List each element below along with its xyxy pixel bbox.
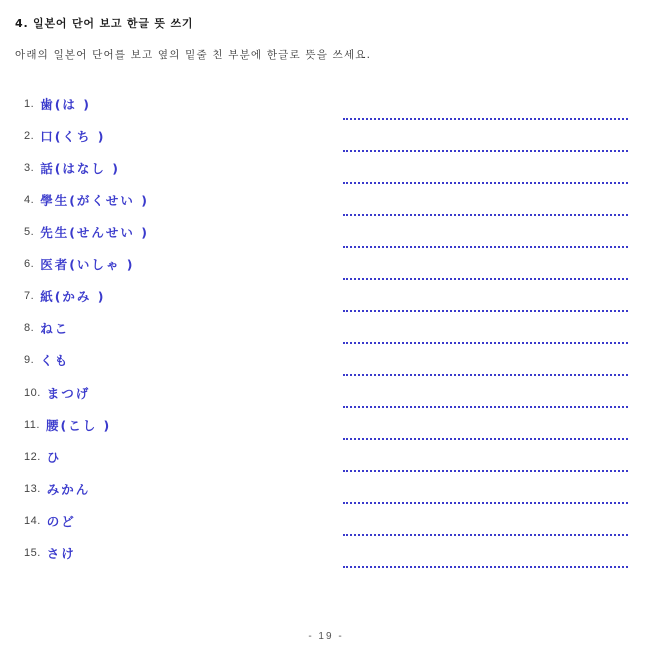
item-number: 8. [24,322,35,334]
exercise-item [24,190,149,210]
japanese-word: 學生(がくせい ) [40,193,149,208]
japanese-word: 口(くち ) [40,129,106,144]
item-number: 6. [24,258,35,270]
answer-blank[interactable] [343,438,628,440]
japanese-word: 先生(せんせい ) [40,225,149,240]
item-number: 13. [24,483,41,495]
section-heading: 4. 일본어 단어 보고 한글 뜻 쓰기 [15,17,194,30]
japanese-word: 話(はなし ) [40,161,120,176]
answer-blank[interactable] [343,150,628,152]
item-number: 5. [24,226,35,238]
exercise-item [24,126,105,146]
item-number: 9. [24,354,35,366]
answer-blank[interactable] [343,502,628,504]
japanese-word: ひ [46,450,62,465]
item-number: 14. [24,515,41,527]
answer-blank[interactable] [343,246,628,248]
item-number: 7. [24,290,35,302]
answer-blank[interactable] [343,470,628,472]
answer-blank[interactable] [343,406,628,408]
japanese-word: さけ [46,546,76,561]
answer-blank[interactable] [343,566,628,568]
japanese-word: のど [46,514,76,529]
answer-blank[interactable] [343,118,628,120]
item-number: 3. [24,162,35,174]
exercise-item [24,479,90,499]
exercise-item [24,286,105,306]
exercise-item [24,543,76,563]
japanese-word: まつげ [46,386,91,401]
item-number: 1. [24,98,35,110]
answer-blank[interactable] [343,214,628,216]
japanese-word: 紙(かみ ) [40,289,106,304]
japanese-word: みかん [46,482,91,497]
item-number: 12. [24,451,41,463]
item-number: 10. [24,387,41,399]
answer-blank[interactable] [343,342,628,344]
japanese-word: 歯(は ) [40,97,91,112]
item-number: 2. [24,130,35,142]
answer-blank[interactable] [343,278,628,280]
exercise-item [24,447,61,467]
exercise-item [24,511,76,531]
answer-blank[interactable] [343,534,628,536]
item-number: 11. [24,419,40,431]
exercise-item [24,318,69,338]
exercise-item [24,254,134,274]
answer-blank[interactable] [343,374,628,376]
japanese-word: 腰(こし ) [45,418,112,433]
answer-blank[interactable] [343,310,628,312]
page-number: - 19 - [308,631,344,642]
japanese-word: ねこ [40,321,70,336]
instruction-text: 아래의 일본어 단어를 보고 옆의 밑줄 친 부분에 한글로 뜻을 쓰세요. [15,49,372,61]
japanese-word: くも [40,353,70,368]
exercise-item [24,222,149,242]
exercise-item [24,94,91,114]
exercise-item [24,383,90,403]
exercise-item [24,350,69,370]
item-number: 4. [24,194,35,206]
exercise-item [24,415,111,435]
exercise-item [24,158,120,178]
answer-blank[interactable] [343,182,628,184]
item-number: 15. [24,547,41,559]
japanese-word: 医者(いしゃ ) [40,257,135,272]
